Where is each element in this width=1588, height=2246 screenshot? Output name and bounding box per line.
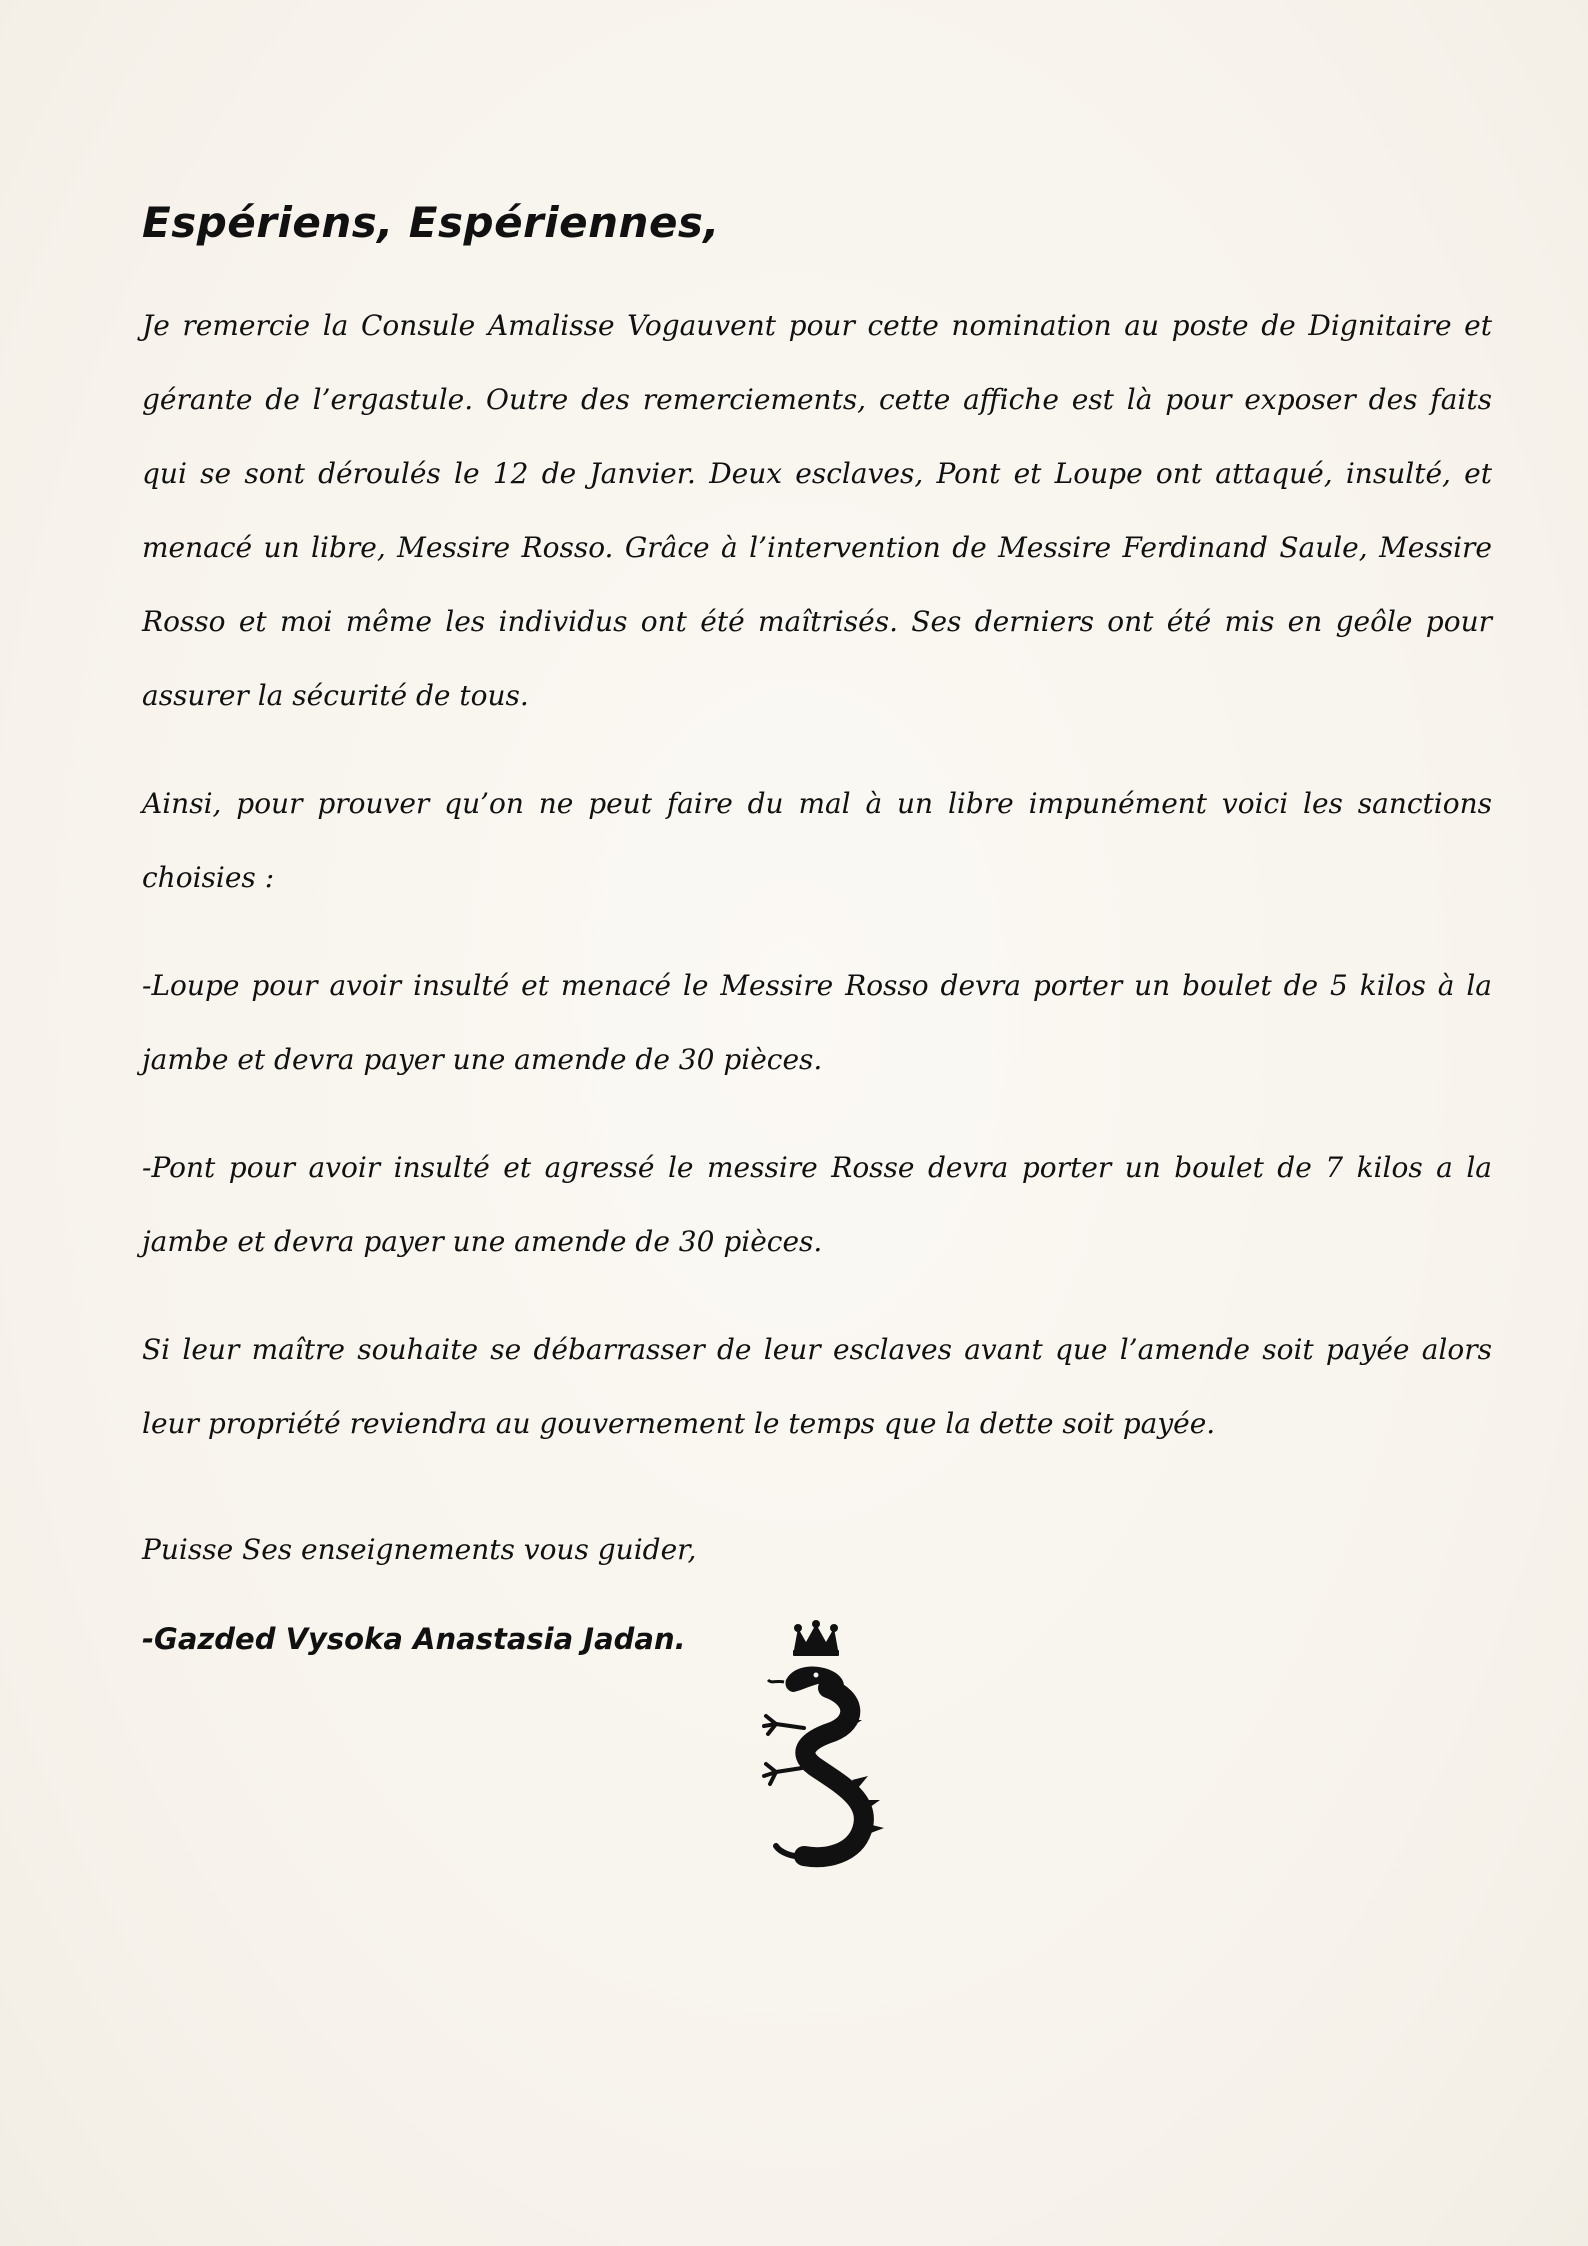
paragraph-sanction-pont: -Pont pour avoir insulté et agressé le messire Rosse devra porter un boulet de 7 kilos a la jambe et devra payer une amende de 30 pièces. bbox=[142, 1151, 1492, 1258]
paragraph-sanctions-intro: Ainsi, pour prouver qu’on ne peut faire du mal à un libre impunément voici les sanctions choisies : bbox=[142, 787, 1492, 894]
paragraph-introduction: Je remercie la Consule Amalisse Vogauvent pour cette nomination au poste de Dignitaire et gérante de l’ergastule. Outre des remerciements, cette affiche est là pour exposer des faits qui se sont déroulés le 12 de Janvier. Deux esclaves, Pont et Loupe ont attaqué, insulté, et menacé un libre, Messire Rosso. Grâce à l’intervention de Messire Ferdinand Saule, Messire Rosso et moi même les individus ont été maîtrisés. Ses derniers ont été mis en geôle pour assurer la sécurité de tous. bbox=[142, 309, 1492, 712]
paragraph-owner-notice: Si leur maître souhaite se débarrasser de leur esclaves avant que l’amende soit payée alors leur propriété reviendra au gouvernement le temps que la dette soit payée. bbox=[142, 1333, 1492, 1440]
letter-signature: -Gazded Vysoka Anastasia Jadan. bbox=[142, 1622, 686, 1656]
letter-greeting: Espériens, Espériennes, bbox=[142, 198, 720, 247]
letter-body bbox=[142, 195, 1492, 1669]
paragraph-sanction-loupe: -Loupe pour avoir insulté et menacé le Messire Rosso devra porter un boulet de 5 kilos à la jambe et devra payer une amende de 30 pièces. bbox=[142, 969, 1492, 1076]
crowned-dragon-seal-icon bbox=[736, 1620, 896, 1880]
letter-closing: Puisse Ses enseignements vous guider, bbox=[142, 1533, 697, 1566]
